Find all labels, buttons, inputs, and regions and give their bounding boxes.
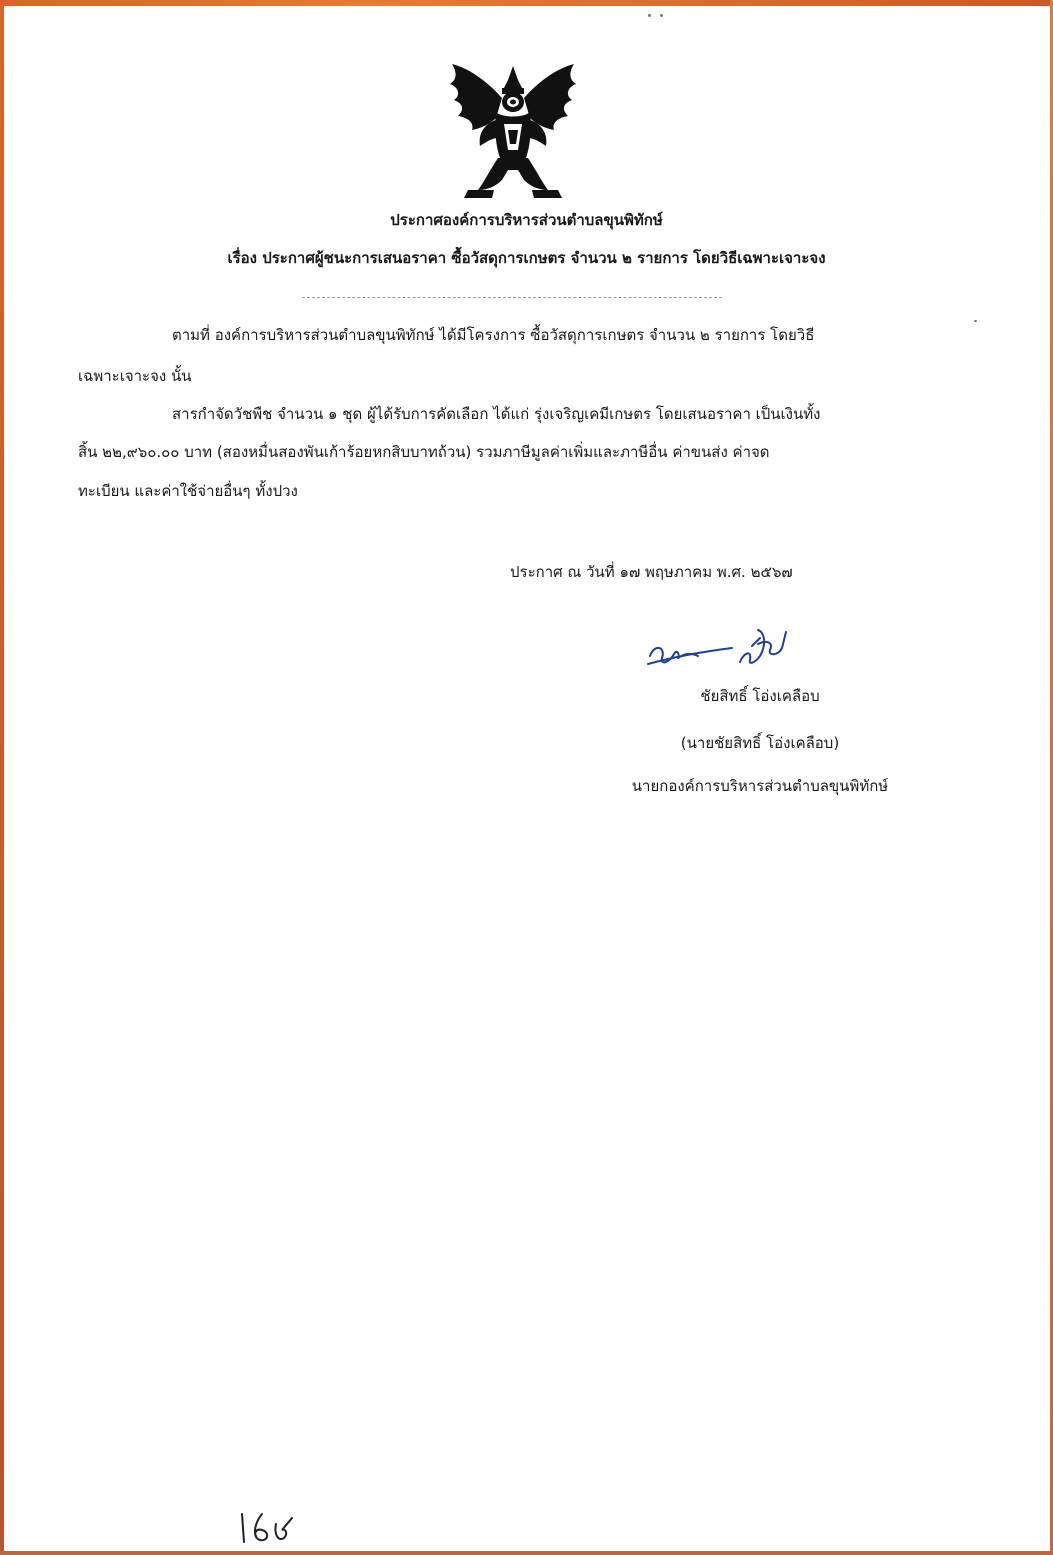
paragraph-1-line-1: ตามที่ องค์การบริหารส่วนตำบลขุนพิทักษ์ ได้มีโครงการ ซื้อวัสดุการเกษตร จำนวน ๒ รายการ โดยวิธี: [172, 326, 815, 344]
scan-speck: [974, 320, 977, 322]
title-separator: [302, 297, 722, 298]
signatory-position: นายกองค์การบริหารส่วนตำบลขุนพิทักษ์: [631, 777, 889, 795]
paragraph-2-line-2: สิ้น ๒๒,๙๖๐.๐๐ บาท (สองหมื่นสองพันเก้าร้อยหกสิบบาทถ้วน) รวมภาษีมูลค่าเพิ่มและภาษีอื่น ค่าขนส่ง ค่าจด: [78, 443, 770, 461]
garuda-emblem-icon: [438, 58, 588, 208]
scan-edge-top: [0, 0, 1053, 6]
announce-date: ประกาศ ณ วันที่ ๑๗ พฤษภาคม พ.ศ. ๒๕๖๗: [510, 563, 793, 581]
scan-speck: [648, 14, 651, 17]
announcement-subject: เรื่อง ประกาศผู้ชนะการเสนอราคา ซื้อวัสดุการเกษตร จำนวน ๒ รายการ โดยวิธีเฉพาะเจาะจง: [227, 249, 826, 267]
scan-speck: [660, 14, 663, 17]
signatory-full-name: (นายชัยสิทธิ์ โอ่งเคลือบ): [680, 734, 840, 752]
paragraph-1-line-2: เฉพาะเจาะจง นั้น: [78, 367, 192, 385]
announcement-title: ประกาศองค์การบริหารส่วนตำบลขุนพิทักษ์: [390, 211, 663, 229]
handwritten-page-number: [236, 1508, 306, 1548]
scan-edge-bottom: [0, 1551, 1053, 1555]
signatory-name: ชัยสิทธิ์ โอ่งเคลือบ: [700, 687, 820, 705]
scan-edge-left: [0, 0, 4, 1555]
paragraph-2-line-3: ทะเบียน และค่าใช้จ่ายอื่นๆ ทั้งปวง: [78, 482, 298, 500]
signature-image: [640, 622, 800, 672]
paragraph-2-line-1: สารกำจัดวัชพืช จำนวน ๑ ชุด ผู้ได้รับการคัดเลือก ได้แก่ รุ่งเจริญเคมีเกษตร โดยเสนอราคา เป็นเงินทั้ง: [172, 405, 821, 423]
